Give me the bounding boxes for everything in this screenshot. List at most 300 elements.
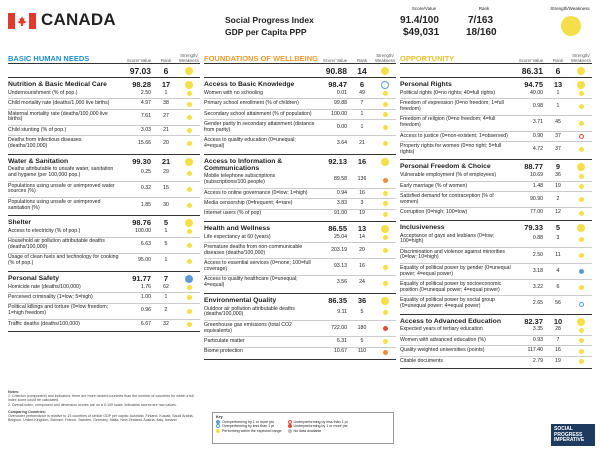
- indicator-rank: 1: [164, 257, 168, 264]
- indicator-rank: 19: [555, 182, 561, 189]
- column-rank: 6: [555, 65, 561, 76]
- indicator-label: Gender parity in secondary attainment (distance from parity): [204, 120, 315, 133]
- sw-col-label: Strength/ Weakness: [571, 53, 591, 63]
- indicator-sw-indicator: [383, 102, 388, 107]
- spi-score: 91.4/100: [400, 15, 439, 26]
- indicator-label: Undernourishment (% of pop.): [8, 89, 78, 96]
- column-0: [8, 44, 200, 332]
- indicator-rank: 1: [360, 123, 364, 130]
- key-1: Overperforming by 1 or more pts: [222, 419, 274, 424]
- component-header: [8, 78, 200, 89]
- indicator-row: [204, 89, 396, 99]
- indicator-row: [8, 89, 200, 99]
- component-rank: 36: [357, 295, 367, 305]
- key-3: Performing within the expected range: [222, 428, 282, 433]
- indicator-row: [400, 336, 592, 346]
- indicator-value: 3.56: [336, 279, 347, 286]
- indicator-sw-indicator: [383, 248, 388, 253]
- indicator-rank: 16: [555, 347, 561, 354]
- indicator-row: [8, 110, 200, 126]
- indicator-label: Access to electricity (% of pop.): [8, 227, 81, 234]
- indicator-row: [8, 238, 200, 254]
- indicator-value: 2.50: [532, 251, 543, 258]
- logo-line-1: SOCIAL: [554, 426, 573, 432]
- indicator-row: [400, 132, 592, 142]
- indicator-row: [204, 337, 396, 347]
- score-col-label: Score/ Value: [322, 58, 348, 63]
- indicator-label: Equality of political power by socioeconomic position (0=unequal power; 4=equal power): [400, 281, 502, 293]
- component-rank: 7: [163, 273, 169, 283]
- indicator-rank: 49: [359, 89, 365, 96]
- gdp-value: $49,031: [403, 27, 440, 38]
- indicator-sw-indicator: [187, 322, 192, 327]
- overperform-strong-icon: [216, 420, 220, 424]
- indicator-rank: 27: [163, 113, 169, 120]
- indicator-value: 3.71: [532, 119, 543, 126]
- notes: [8, 390, 198, 422]
- component-title: Health and Wellness: [204, 224, 270, 232]
- indicator-value: 100.00: [135, 227, 151, 234]
- component-header: [400, 221, 592, 232]
- indicator-rank: 20: [163, 140, 169, 147]
- component-rank: 9: [555, 162, 561, 172]
- indicator-label: Freedom of religion (0=no freedom; 4=full freedom): [400, 116, 496, 129]
- indicator-sw-indicator: [187, 295, 192, 300]
- indicator-sw-indicator: [579, 237, 584, 242]
- rank-col-label: Rank: [356, 58, 368, 63]
- indicator-rank: 16: [359, 189, 365, 196]
- indicator-value: 1.48: [532, 182, 543, 189]
- indicator-label: Political killings and torture (0=low freedom; 1=high freedom): [8, 304, 109, 317]
- indicator-rank: 6: [556, 283, 560, 290]
- indicator-value: 3.03: [140, 126, 151, 133]
- indicator-label: Populations using unsafe or unimproved sanitation (%): [8, 198, 101, 211]
- component-title: Inclusiveness: [400, 223, 445, 231]
- component-header: [204, 294, 396, 305]
- indicator-rank: 21: [359, 140, 365, 147]
- indicator-row: [400, 357, 592, 366]
- indicator-rank: 5: [360, 338, 364, 345]
- indicator-rank: 28: [555, 326, 561, 333]
- indicator-label: Early marriage (% of women): [400, 182, 468, 189]
- column-overall: [400, 64, 592, 78]
- indicator-sw-indicator: [579, 121, 584, 126]
- indicator-row: [204, 110, 396, 120]
- component-score: 92.13: [328, 156, 347, 166]
- indicator-sw-indicator: [383, 91, 388, 96]
- indicator-value: 89.58: [334, 176, 347, 183]
- indicator-rank: 2: [556, 195, 560, 202]
- indicator-row: [8, 182, 200, 198]
- indicator-value: 0.90: [532, 132, 543, 139]
- indicator-value: 0.96: [140, 307, 151, 314]
- indicator-rank: 2: [164, 307, 168, 314]
- indicator-value: 0.25: [140, 169, 151, 176]
- indicator-row: [400, 99, 592, 115]
- indicator-value: 0.94: [336, 189, 347, 196]
- rank-col-label: Rank: [160, 58, 172, 63]
- indicator-rank: 21: [163, 126, 169, 133]
- component-title: Access to Advanced Education: [400, 317, 501, 325]
- indicator-row: [8, 227, 200, 237]
- indicator-rank: 20: [359, 246, 365, 253]
- indicator-sw-indicator: [383, 212, 388, 217]
- key-6: No data available: [293, 428, 322, 433]
- indicator-label: Premature deaths from non-communicable diseases (deaths/100,000): [204, 244, 303, 256]
- indicator-sw-indicator: [187, 243, 192, 248]
- component-sw-indicator: [185, 275, 193, 283]
- indicator-sw-indicator: [579, 197, 584, 202]
- component-section: [400, 315, 592, 370]
- indicator-row: [400, 248, 592, 264]
- indicator-label: Acceptance of gays and lesbians (0=low; 100=high): [400, 232, 495, 245]
- indicator-rank: 37: [555, 145, 561, 152]
- sw-header: Strength/Weakness: [550, 6, 590, 11]
- indicator-sw-indicator: [579, 104, 584, 109]
- column-rank: 6: [163, 65, 169, 76]
- indicator-value: 10.67: [334, 348, 347, 355]
- indicator-rank: 1: [164, 89, 168, 96]
- component-rank: 6: [359, 80, 365, 89]
- indicator-rank: 4: [556, 267, 560, 274]
- indicator-label: Deaths from infectious diseases (deaths/100,000): [8, 137, 82, 149]
- country-name: CANADA: [41, 10, 116, 29]
- component-header: [204, 222, 396, 233]
- indicator-sw-indicator: [383, 265, 388, 270]
- component-section: [400, 78, 592, 160]
- indicator-rank: 30: [163, 201, 169, 208]
- indicator-sw-indicator: [187, 91, 192, 96]
- indicator-label: Maternal mortality rate (deaths/100,000 live births): [8, 110, 108, 123]
- key-title: Key: [216, 415, 223, 419]
- indicator-row: [400, 208, 592, 217]
- indicator-row: [8, 293, 200, 303]
- indicator-value: 95.00: [138, 257, 151, 264]
- component-rank: 13: [553, 80, 563, 89]
- indicator-rank: 32: [163, 320, 169, 327]
- indicator-row: [8, 99, 200, 109]
- note-1: 1. Criterion (component) and indicators: there are more ranked countries than the number of countries for which a full index score could be calculated.: [8, 394, 194, 403]
- indicator-rank: 11: [555, 251, 561, 258]
- indicator-row: [400, 171, 592, 181]
- indicator-rank: 38: [163, 100, 169, 107]
- component-header: [8, 216, 200, 227]
- component-section: [204, 294, 396, 360]
- indicator-rank: 3: [360, 199, 364, 206]
- component-section: [400, 160, 592, 220]
- component-section: [8, 155, 200, 217]
- indicator-label: Property rights for women (0=no right; 5=full rights): [400, 142, 502, 155]
- key-2: Overperforming by less than 1 pt: [222, 424, 275, 428]
- spi-rank: 7/163: [468, 15, 494, 26]
- indicator-label: Equality of political power by social group (0=unequal power; 4=equal power): [400, 297, 495, 310]
- indicator-sw-indicator: [187, 141, 192, 146]
- component-title: Access to Basic Knowledge: [204, 81, 295, 88]
- indicator-value: 90.90: [530, 195, 543, 202]
- comparing-text: Overunder performance is relative to 15 countries of similar GDP per capita: Australia, Finland, Kuwait, Saudi Arabia, Belgium, United Kingdom, Bahrain, France, Sweden, Germany, Malta, New Zealand, Austria, Italy, Iceland: [8, 414, 194, 423]
- indicator-value: 0.88: [532, 235, 543, 242]
- component-score: 79.33: [524, 222, 543, 232]
- rank-header: Rank: [478, 6, 490, 11]
- column-1: [204, 44, 396, 360]
- indicator-label: Citable documents: [400, 357, 443, 364]
- indicator-value: 1.85: [140, 201, 151, 208]
- indicator-rank: 56: [555, 300, 561, 307]
- note-2: 2. Overall index, component and dimension scores are on a 0-100 scale; indicators scores are raw values.: [8, 402, 177, 407]
- component-title: Environmental Quality: [204, 296, 277, 304]
- indicator-label: Access to justice (0=non-existent; 1=observed): [400, 132, 508, 139]
- indicator-row: [8, 320, 200, 329]
- column-title: OPPORTUNITY: [400, 54, 455, 63]
- indicator-value: 3.83: [336, 199, 347, 206]
- indicator-label: Life expectancy at 60 (years): [204, 233, 271, 240]
- column-score: 97.03: [129, 65, 151, 76]
- indicator-label: Biome protection: [204, 348, 243, 355]
- indicator-value: 1.76: [140, 283, 151, 290]
- component-score: 82.37: [524, 316, 543, 326]
- component-title: Personal Safety: [8, 274, 59, 282]
- column-sw-indicator: [381, 67, 389, 75]
- indicator-label: Discrimination and violence against minorities (0=low; 10=high): [400, 248, 505, 261]
- indicator-value: 2.79: [532, 357, 543, 364]
- indicator-row: [400, 192, 592, 208]
- indicator-label: Internet users (% of pop): [204, 210, 262, 217]
- indicator-rank: 15: [163, 185, 169, 192]
- component-sw-indicator: [185, 219, 193, 227]
- indicator-sw-indicator: [187, 128, 192, 133]
- indicator-sw-indicator: [383, 326, 388, 331]
- indicator-row: [8, 166, 200, 182]
- logo-line-2: PROGRESS: [554, 431, 583, 438]
- indicator-rank: 5: [360, 308, 364, 315]
- column-score: 90.88: [325, 65, 347, 76]
- indicator-value: 6.67: [140, 320, 151, 327]
- indicator-row: [8, 283, 200, 293]
- indicator-row: [400, 116, 592, 132]
- indicator-row: [8, 126, 200, 136]
- indicator-row: [400, 232, 592, 248]
- indicator-sw-indicator: [579, 253, 584, 258]
- indicator-rank: 1: [164, 294, 168, 301]
- component-title: Shelter: [8, 219, 32, 227]
- indicator-sw-indicator: [579, 134, 584, 139]
- indicator-value: 1.00: [140, 294, 151, 301]
- sw-col-label: Strength/ Weakness: [375, 53, 395, 63]
- underperform-strong-icon: [288, 424, 292, 428]
- component-header: [204, 155, 396, 173]
- indicator-row: [8, 304, 200, 320]
- component-score: 94.75: [524, 80, 543, 89]
- overall-strength-indicator: [561, 16, 581, 36]
- indicator-value: 93.13: [334, 263, 347, 270]
- score-header: Score/Value: [411, 6, 437, 11]
- component-sw-indicator: [381, 297, 389, 305]
- indicator-sw-indicator: [579, 349, 584, 354]
- component-title: Water & Sanitation: [8, 157, 69, 165]
- indicator-rank: 37: [555, 132, 561, 139]
- indicator-value: 6.31: [336, 338, 347, 345]
- indicator-sw-indicator: [579, 147, 584, 152]
- indicator-rank: 136: [357, 176, 367, 183]
- indicator-row: [204, 243, 396, 259]
- component-header: [204, 78, 396, 89]
- indicator-label: Household air pollution attributable deaths (deaths/100,000): [8, 238, 105, 251]
- indicator-sw-indicator: [579, 359, 584, 364]
- column-overall: [204, 64, 396, 78]
- indicator-rank: 36: [555, 172, 561, 179]
- indicator-rank: 110: [357, 348, 367, 355]
- component-sw-indicator: [381, 158, 389, 166]
- indicator-value: 722.00: [331, 324, 347, 331]
- comparing-title: Comparing Countries:: [8, 409, 46, 414]
- component-score: 98.47: [328, 80, 347, 89]
- column-header: [8, 44, 200, 64]
- component-title: Access to Information & Communications: [204, 157, 283, 173]
- indicator-rank: 1: [360, 110, 364, 117]
- indicator-row: [204, 233, 396, 243]
- indicator-value: 0.00: [336, 123, 347, 130]
- component-score: 86.55: [328, 223, 347, 233]
- indicator-rank: 7: [556, 336, 560, 343]
- indicator-label: Traffic deaths (deaths/100,000): [8, 320, 80, 327]
- indicator-value: 2.65: [532, 300, 543, 307]
- sw-col-label: Strength/ Weakness: [179, 53, 199, 63]
- indicator-sw-indicator: [187, 171, 192, 176]
- indicator-value: 3.64: [336, 140, 347, 147]
- component-sw-indicator: [381, 81, 389, 89]
- indicator-rank: 1: [164, 227, 168, 234]
- indicator-label: Child mortality rate (deaths/1,000 live births): [8, 100, 110, 107]
- spi-title: Social Progress Index: [225, 15, 314, 25]
- indicator-row: [400, 346, 592, 356]
- column-2: [400, 44, 592, 369]
- indicator-value: 4.97: [140, 100, 151, 107]
- component-rank: 10: [553, 316, 563, 326]
- indicator-label: Media censorship (0=frequent; 4=rare): [204, 199, 293, 206]
- indicator-value: 0.98: [532, 103, 543, 110]
- indicator-rank: 29: [163, 169, 169, 176]
- indicator-row: [204, 173, 396, 189]
- indicator-sw-indicator: [187, 115, 192, 120]
- indicator-value: 3.22: [532, 283, 543, 290]
- expected-range-icon: [216, 429, 220, 433]
- indicator-row: [8, 254, 200, 269]
- canada-flag: [8, 13, 36, 29]
- indicator-row: [400, 280, 592, 296]
- indicator-row: [204, 259, 396, 275]
- indicator-value: 15.66: [138, 140, 151, 147]
- component-score: 91.77: [132, 273, 151, 283]
- indicator-sw-indicator: [579, 184, 584, 189]
- component-header: [400, 160, 592, 171]
- indicator-row: [8, 136, 200, 151]
- indicator-label: Usage of clean fuels and technology for cooking (% of pop.): [8, 254, 119, 267]
- indicator-rank: 19: [359, 210, 365, 217]
- indicator-sw-indicator: [579, 269, 584, 274]
- indicator-label: Secondary school attainment (% of population): [204, 110, 312, 117]
- component-section: [8, 78, 200, 155]
- component-score: 98.76: [132, 218, 151, 228]
- indicator-label: Outdoor air pollution attributable deaths (deaths/100,000): [204, 305, 295, 318]
- indicator-value: 203.19: [331, 246, 347, 253]
- indicator-rank: 62: [163, 283, 169, 290]
- indicator-value: 9.11: [337, 308, 347, 315]
- indicator-sw-indicator: [579, 211, 584, 216]
- indicator-label: Women with no schooling: [204, 89, 264, 96]
- component-sw-indicator: [577, 224, 585, 232]
- indicator-row: [204, 136, 396, 151]
- indicator-sw-indicator: [383, 310, 388, 315]
- rank-col-label: Rank: [552, 58, 564, 63]
- component-rank: 21: [161, 156, 171, 166]
- indicator-value: 7.61: [140, 113, 151, 120]
- indicator-rank: 16: [359, 263, 365, 270]
- component-section: [204, 78, 396, 155]
- component-rank: 13: [357, 223, 367, 233]
- component-rank: 16: [357, 156, 367, 166]
- indicator-label: Political rights (0=no rights; 40=full rights): [400, 89, 496, 96]
- indicator-value: 4.72: [532, 145, 543, 152]
- indicator-row: [8, 198, 200, 213]
- indicator-sw-indicator: [579, 174, 584, 179]
- indicator-sw-indicator: [187, 285, 192, 290]
- component-sw-indicator: [577, 81, 585, 89]
- indicator-sw-indicator: [383, 125, 388, 130]
- indicator-sw-indicator: [187, 203, 192, 208]
- column-overall: [8, 64, 200, 78]
- gdp-rank: 18/160: [466, 27, 497, 38]
- component-header: [400, 78, 592, 89]
- indicator-label: Access to quality healthcare (0=unequal; 4=equal): [204, 276, 298, 289]
- indicator-sw-indicator: [187, 102, 192, 107]
- indicator-row: [400, 142, 592, 157]
- component-section: [8, 272, 200, 332]
- indicator-label: Women with advanced education (%): [400, 336, 486, 343]
- column-header: [400, 44, 592, 64]
- indicator-rank: 45: [555, 119, 561, 126]
- indicator-label: Quality weighted universities (points): [400, 347, 485, 354]
- indicator-label: Equality of political power by gender (0=unequal power; 4=equal power): [400, 264, 511, 277]
- indicator-label: Primary school enrollment (% of children): [204, 100, 299, 107]
- indicator-label: Greenhouse gas emissions (total CO2 equivalents): [204, 321, 292, 334]
- indicator-label: Access to online governance (0=low; 1=high): [204, 189, 308, 196]
- indicator-sw-indicator: [383, 201, 388, 206]
- indicator-sw-indicator: [187, 229, 192, 234]
- component-header: [400, 315, 592, 326]
- indicator-sw-indicator: [187, 187, 192, 192]
- component-section: [204, 222, 396, 294]
- component-header: [8, 272, 200, 283]
- indicator-value: 6.63: [140, 241, 151, 248]
- component-sw-indicator: [381, 225, 389, 233]
- indicator-sw-indicator: [187, 309, 192, 314]
- indicator-value: 25.04: [334, 233, 347, 240]
- indicator-row: [400, 326, 592, 336]
- indicator-rank: 14: [359, 233, 365, 240]
- indicator-row: [400, 296, 592, 311]
- indicator-sw-indicator: [579, 328, 584, 333]
- component-score: 98.28: [132, 80, 151, 89]
- indicator-label: Vulnerable employment (% of employees): [400, 172, 497, 179]
- indicator-row: [204, 305, 396, 321]
- indicator-row: [204, 199, 396, 209]
- component-title: Personal Freedom & Choice: [400, 163, 491, 171]
- column-title: BASIC HUMAN NEEDS: [8, 54, 90, 63]
- column-sw-indicator: [185, 67, 193, 75]
- indicator-sw-indicator: [383, 178, 388, 183]
- legend-key: [212, 412, 394, 444]
- indicator-value: 0.32: [140, 185, 151, 192]
